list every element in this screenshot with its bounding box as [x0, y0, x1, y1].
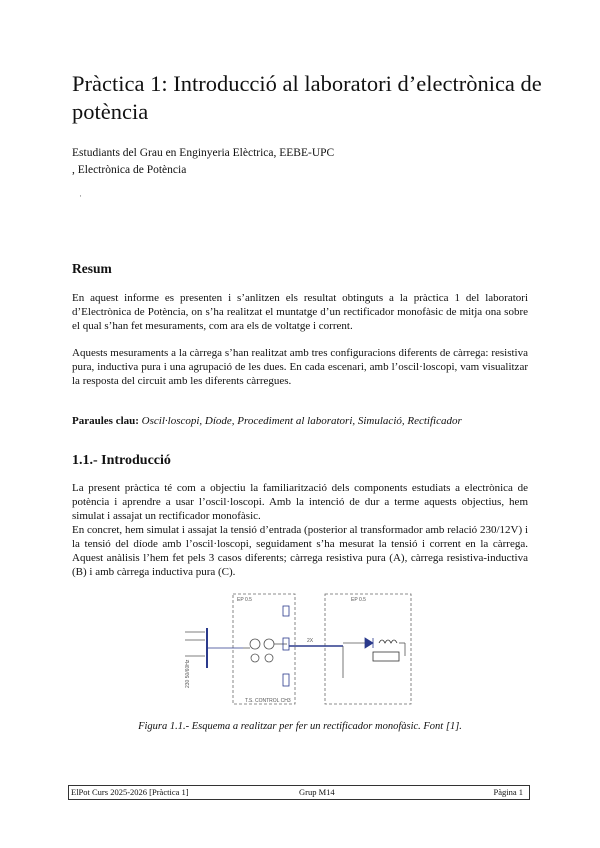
section-heading: 1.1.- Introducció — [72, 453, 171, 468]
transformer-coil-3 — [251, 654, 259, 662]
footer-group: Grup M14 — [299, 787, 335, 797]
keywords-label: Paraules clau: — [72, 415, 139, 427]
paper-title: Pràctica 1: Introducció al laboratori d’electrònica de potència — [72, 71, 542, 124]
label-block1: EP 0.5 — [237, 597, 252, 603]
footer-course: ElPot Curs 2025-2026 [Pràctica 1] — [71, 787, 189, 797]
keywords-line — [72, 415, 532, 427]
module-box-load — [325, 594, 411, 704]
transformer-coil-2 — [264, 639, 274, 649]
intro-paragraph-2: En concret, hem simulat i assajat la tensió d’entrada (posterior al transformador amb relació 230/12V) i la tensió del díode amb l’oscil·loscopi, seguidament s’ha mesurat la tensió i corrent en la càrrega. Aquest anàlisis l’hem fet pels 3 casos diferents; càrrega resistiva pura (A), càrrega resistiva-inductiva (B) i amb càrrega inductiva pura (C). — [72, 524, 528, 578]
abstract-paragraph-1: En aquest informe es presenten i s’anlitzen els resultat obtinguts a la pràctica 1 del laboratori d’Electrònica de Potència, on s’ha realitzat el muntatge d’un rectificador monofàsic de mitja ona sobre el qual s’han fet mesuraments, com ara els de voltatge i corrent. — [72, 292, 528, 332]
transformer-coil-4 — [265, 654, 273, 662]
inductor — [379, 640, 397, 643]
load-resistor — [373, 652, 399, 661]
intro-paragraph-1: La present pràctica té com a objectiu la familiarització dels components estudiats a electrònica de potència i aprendre a usar l’oscil·loscopi. Amb la intenció de dur a terme aquests objectius, hem simulat i assajat un rectificador monofàsic. — [72, 482, 528, 522]
rectifier-schematic — [175, 588, 425, 710]
connector-bottom — [283, 674, 289, 686]
keywords-list: Oscil·loscopi, Díode, Procediment al laboratori, Simulació, Rectificador — [141, 415, 462, 427]
affiliation: , Electrònica de Potència — [72, 164, 187, 176]
page-footer — [68, 785, 530, 800]
label-bottom: T.S. CONTROL CH3 — [245, 698, 291, 704]
label-supply: 230 50/60Hz — [185, 659, 191, 688]
authors-block — [72, 145, 334, 179]
module-box-transformer — [233, 594, 295, 704]
figure-caption: Figura 1.1.- Esquema a realitzar per fer un rectificador monofàsic. Font [1]. — [138, 721, 462, 732]
transformer-coil-1 — [250, 639, 260, 649]
abstract-heading: Resum — [72, 261, 112, 276]
diode — [365, 638, 373, 648]
label-block2: EP 0.5 — [351, 597, 366, 603]
footer-page-number: Pàgina 1 — [493, 787, 523, 797]
label-node: 2X — [307, 638, 314, 644]
intro-text — [72, 481, 528, 579]
stray-mark: · — [79, 191, 82, 201]
connector-top — [283, 606, 289, 616]
authors: Estudiants del Grau en Enginyeria Elèctrica, EEBE-UPC — [72, 147, 335, 159]
abstract-paragraph-2: Aquests mesuraments a la càrrega s’han realitzat amb tres configuracions diferents de càrrega: resistiva pura, inductiva pura i una agrupació de les dues. En cada escenari, amb l’oscil·loscopi, vam visualitzar la resposta del circuit amb les diferents càrregues. — [72, 347, 528, 387]
